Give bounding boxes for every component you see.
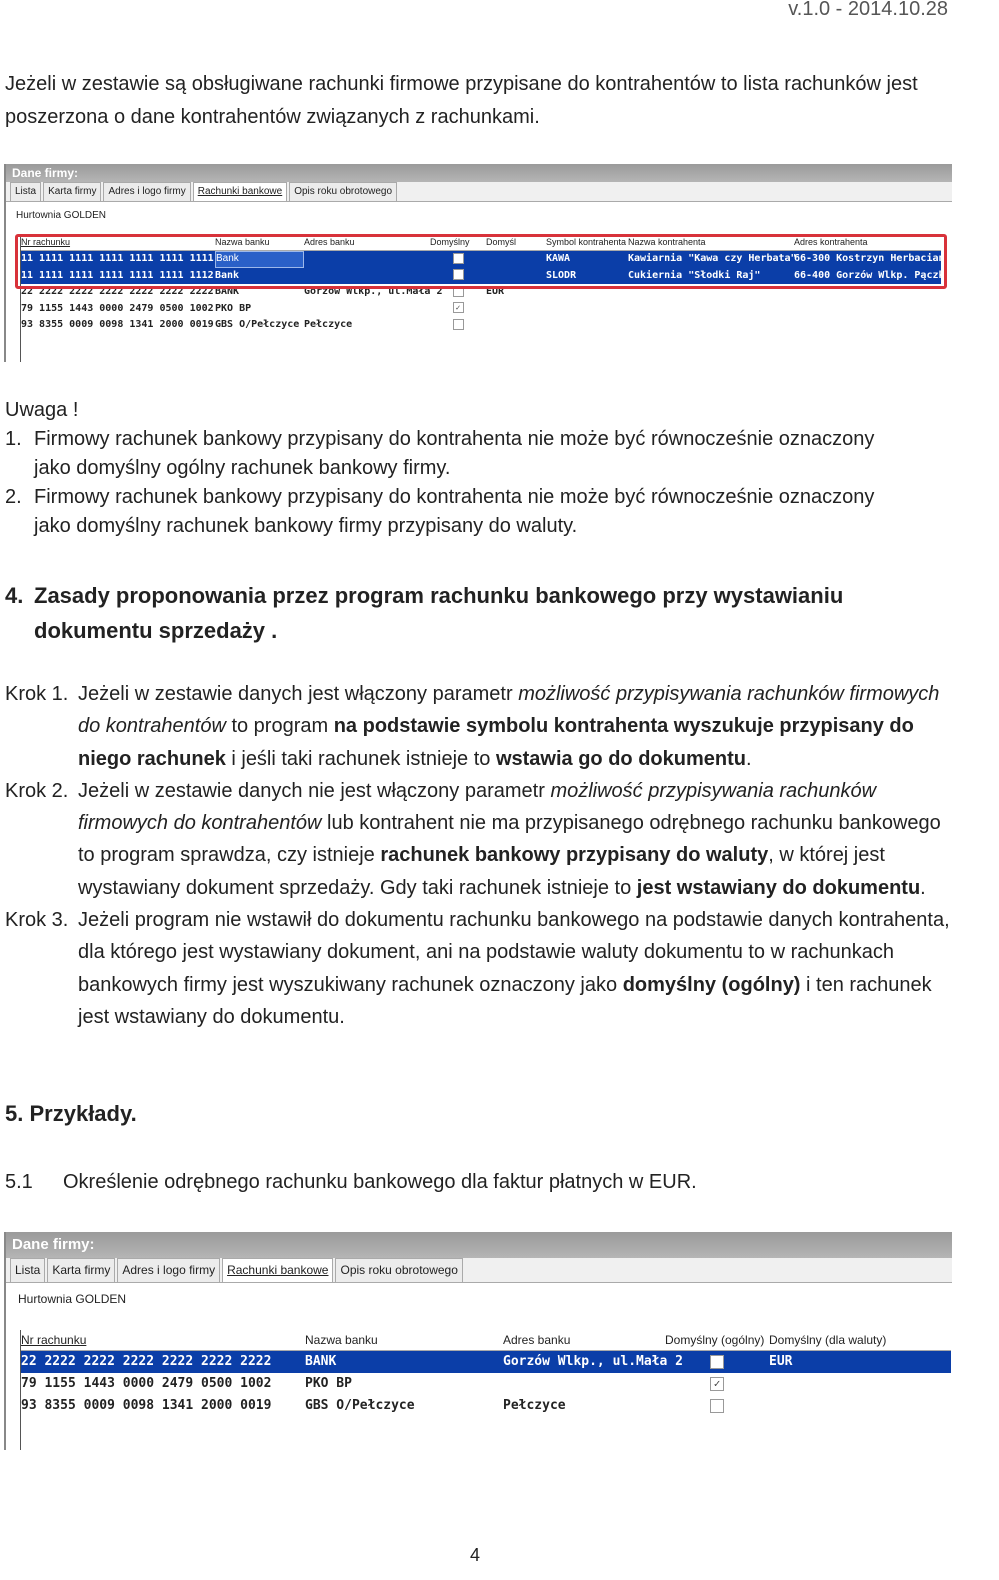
step-text-fragment: jest wstawiany do dokumentu	[636, 876, 921, 899]
cell-nr: 22 2222 2222 2222 2222 2222 2222	[21, 1354, 272, 1369]
step-text-fragment: na podstawie symbolu kontrahenta wyszukuje przypisany do niego rachunek	[78, 715, 914, 770]
warning-item-text: Firmowy rachunek bankowy przypisany do kontrahenta nie może być równocześnie oznaczony jako domyślny ogólny rachunek bankowy firmy.	[34, 428, 875, 479]
default-checkbox[interactable]	[430, 301, 486, 318]
section-title: Przykłady.	[29, 1101, 137, 1126]
cell-adres	[503, 1373, 665, 1395]
checkbox-icon[interactable]	[710, 1399, 724, 1413]
step-text-fragment: Jeżeli program nie wstawił do dokumentu rachunku bankowego na podstawie danych kontrahenta, dla którego jest wystawiany dokument, ani na podstawie waluty dokumentu to w rachunkach bankowych firmy jest wyszukiwany rachunek oznaczony jako	[78, 909, 950, 996]
column-header[interactable]: Nazwa banku	[215, 237, 270, 247]
checkbox-icon[interactable]	[710, 1355, 724, 1369]
step-text-fragment: możliwość przypisywania rachunków firmowych do kontrahentów	[78, 779, 877, 835]
step-text-fragment: .	[745, 747, 752, 770]
default-checkbox[interactable]	[665, 1373, 769, 1395]
table-row[interactable]	[21, 1351, 951, 1373]
cell-adres: Gorzów Wlkp., ul.Mała 2	[304, 286, 443, 297]
column-header[interactable]: Adres banku	[304, 237, 355, 247]
cell-nr: 79 1155 1443 0000 2479 0500 1002	[21, 1376, 272, 1391]
version-label: v.1.0 - 2014.10.28	[788, 0, 948, 20]
warning-item-number: 1.	[5, 428, 22, 450]
warning-item	[5, 425, 945, 483]
step-text	[78, 678, 950, 775]
checked-icon[interactable]: ✓	[710, 1377, 724, 1391]
default-checkbox[interactable]	[665, 1395, 769, 1417]
column-header[interactable]: Symbol kontrahenta	[546, 237, 627, 247]
tab-lista[interactable]: Lista	[10, 1258, 45, 1282]
cell-symbol: SLODR	[546, 269, 577, 281]
cell-adres_k: 66-300 Kostrzyn Herbaciana 11/11	[794, 253, 987, 264]
warning-item-text: Firmowy rachunek bankowy przypisany do kontrahenta nie może być równocześnie oznaczony jako domyślny rachunek bankowy firmy przypisany do waluty.	[34, 486, 875, 537]
step-item	[5, 678, 950, 775]
cell-waluta	[769, 1373, 951, 1395]
cell-bank: PKO BP	[305, 1376, 352, 1391]
column-header[interactable]: Domyślny	[430, 237, 470, 247]
cell-symbol	[546, 301, 628, 318]
table-row[interactable]	[21, 301, 941, 318]
cell-symbol	[546, 317, 628, 334]
cell-symbol: KAWA	[546, 253, 571, 264]
step-text	[78, 904, 950, 1033]
table-row[interactable]	[21, 1373, 951, 1395]
cell-bank: Bank	[215, 269, 240, 281]
column-header[interactable]: Adres banku	[503, 1333, 571, 1347]
cell-waluta: EUR	[486, 286, 505, 297]
checkbox-icon[interactable]	[453, 319, 464, 330]
section-title: Określenie odrębnego rachunku bankowego dla faktur płatnych w EUR.	[63, 1171, 697, 1193]
tab-bar	[6, 1258, 952, 1283]
cell-waluta	[769, 1395, 951, 1417]
tab-opis-roku-obrotowego[interactable]: Opis roku obrotowego	[289, 182, 397, 201]
cell-nazwa: Kawiarnia "Kawa czy Herbata"	[628, 253, 797, 264]
tab-adres-i-logo-firmy[interactable]: Adres i logo firmy	[117, 1258, 220, 1282]
cell-waluta	[486, 301, 546, 318]
grid-header	[21, 1330, 951, 1351]
cell-bank: BANK	[215, 286, 240, 297]
company-name: Hurtownia GOLDEN	[16, 210, 107, 221]
tab-opis-roku-obrotowego[interactable]: Opis roku obrotowego	[335, 1258, 462, 1282]
section-title: Zasady proponowania przez program rachunku bankowego przy wystawianiu dokumentu sprzedaży .	[34, 583, 844, 643]
step-text-fragment: .	[920, 876, 926, 899]
step-text-fragment: i jeśli taki rachunek istnieje to	[225, 747, 496, 770]
cell-bank: Bank	[215, 251, 304, 268]
column-header[interactable]: Domyślny (ogólny)	[665, 1333, 765, 1347]
section-number: 5.	[5, 1101, 24, 1126]
cell-nazwa	[628, 301, 794, 318]
tab-karta-firmy[interactable]: Karta firmy	[43, 182, 101, 201]
tab-adres-i-logo-firmy[interactable]: Adres i logo firmy	[103, 182, 190, 201]
cell-nazwa	[628, 317, 794, 334]
warning-item-number: 2.	[5, 486, 22, 508]
cell-nazwa: Cukiernia "Słodki Raj"	[628, 269, 761, 281]
cell-waluta	[486, 317, 546, 334]
step-item	[5, 775, 950, 904]
step-text	[78, 775, 950, 904]
accounts-grid	[20, 1330, 951, 1450]
step-text-fragment: Jeżeli w zestawie danych nie jest włączony parametr	[78, 779, 551, 802]
cell-adres_k	[794, 317, 941, 334]
step-text-fragment: wstawia go do dokumentu	[495, 747, 746, 770]
cell-adres: Pełczyce	[503, 1398, 566, 1413]
column-header[interactable]: Nazwa banku	[305, 1333, 378, 1347]
step-label: Krok 3.	[5, 909, 69, 932]
window-title: Dane firmy:	[6, 1232, 952, 1258]
steps-list	[5, 678, 950, 1033]
section-number: 4.	[5, 583, 24, 608]
step-item	[5, 904, 950, 1033]
column-header[interactable]: Domyślny (dla waluty)	[769, 1333, 887, 1347]
column-header[interactable]: Nr rachunku	[21, 1333, 87, 1347]
screenshot-eur-account	[4, 1232, 952, 1450]
cell-nr: 93 8355 0009 0098 1341 2000 0019	[21, 1398, 272, 1413]
screenshot-accounts-with-contractors	[4, 164, 999, 362]
section-5-heading	[5, 1098, 137, 1130]
warning-block	[5, 396, 945, 541]
default-checkbox[interactable]	[665, 1351, 769, 1373]
step-text-fragment: Jeżeli w zestawie danych jest włączony parametr	[78, 683, 519, 705]
step-text-fragment: możliwość przypisywania rachunków firmowych do kontrahentów	[78, 683, 940, 738]
column-header[interactable]: Nazwa kontrahenta	[628, 237, 706, 247]
step-text-fragment: to program	[225, 715, 334, 738]
step-text-fragment: , w której jest wystawiany dokument sprzedaży. Gdy taki rachunek istnieje to	[78, 844, 885, 899]
company-name: Hurtownia GOLDEN	[18, 1292, 127, 1306]
tab-karta-firmy[interactable]: Karta firmy	[47, 1258, 115, 1282]
tab-rachunki-bankowe[interactable]: Rachunki bankowe	[193, 182, 288, 201]
step-text-fragment: i ten rachunek jest wstawiany do dokumentu.	[78, 973, 932, 1028]
cell-nr: 22 2222 2222 2222 2222 2222 2222	[21, 286, 214, 297]
column-header[interactable]: Adres kontrahenta	[794, 237, 868, 247]
highlight-frame	[15, 234, 999, 289]
column-header[interactable]: Nr rachunku	[21, 237, 71, 247]
page-number: 4	[470, 1545, 481, 1565]
tab-lista[interactable]: Lista	[10, 182, 41, 201]
step-text-fragment: lub kontrahent nie ma przypisanego odrębnego rachunku bankowego to program sprawdza, czy istnieje	[78, 812, 941, 867]
section-4-heading	[5, 578, 945, 648]
column-header[interactable]: Domyśl	[486, 237, 517, 247]
cell-bank: BANK	[305, 1354, 337, 1369]
tab-rachunki-bankowe[interactable]: Rachunki bankowe	[222, 1258, 333, 1282]
cell-bank: GBS O/Pełczyce	[305, 1398, 415, 1413]
section-5-1-heading	[5, 1166, 697, 1198]
table-row[interactable]	[21, 1395, 951, 1417]
cell-adres	[304, 301, 430, 318]
cell-nr: 11 1111 1111 1111 1111 1111 1112	[21, 269, 214, 281]
grid-body	[21, 1351, 951, 1417]
cell-adres_k	[794, 301, 941, 318]
step-text-fragment: domyślny (ogólny)	[622, 973, 801, 996]
warning-item	[5, 483, 945, 541]
warning-title: Uwaga !	[5, 399, 79, 421]
tab-bar	[6, 182, 952, 202]
table-row[interactable]	[21, 317, 941, 334]
intro-paragraph: Jeżeli w zestawie są obsługiwane rachunki firmowe przypisane do kontrahentów to lista rachunków jest poszerzona o dane kontrahentów związanych z rachunkami.	[5, 73, 918, 128]
cell-nr: 79 1155 1443 0000 2479 0500 1002	[21, 302, 214, 314]
window-title: Dane firmy:	[6, 164, 952, 182]
cell-nr: 93 8355 0009 0098 1341 2000 0019	[21, 319, 214, 330]
checked-icon[interactable]: ✓	[453, 302, 464, 313]
step-label: Krok 1.	[5, 683, 69, 705]
step-text-fragment: rachunek bankowy przypisany do waluty	[380, 844, 769, 867]
cell-adres: Pełczyce	[304, 319, 353, 330]
section-number: 5.1	[5, 1171, 33, 1193]
cell-adres_k: 66-400 Gorzów Wlkp. Pączkowa 22/22	[794, 269, 999, 281]
step-label: Krok 2.	[5, 779, 69, 802]
cell-nr: 11 1111 1111 1111 1111 1111 1111	[21, 253, 214, 264]
default-checkbox[interactable]	[430, 317, 486, 334]
cell-bank: PKO BP	[215, 302, 252, 314]
cell-waluta: EUR	[769, 1354, 793, 1369]
cell-adres: Gorzów Wlkp., ul.Mała 2	[503, 1354, 684, 1369]
cell-bank: GBS O/Pełczyce	[215, 319, 300, 330]
